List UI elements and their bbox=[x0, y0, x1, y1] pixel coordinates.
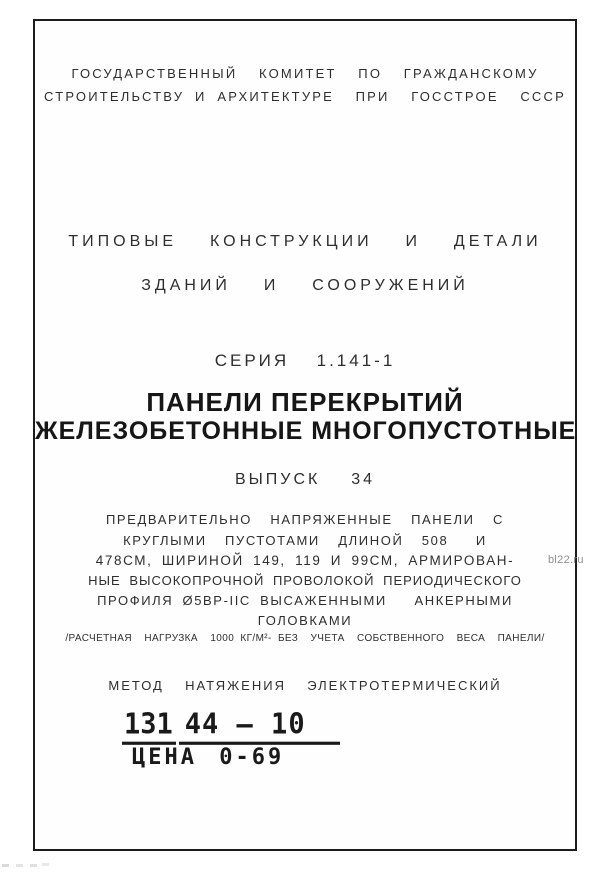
stamp-number bbox=[122, 708, 340, 744]
document-number-stamp bbox=[122, 708, 340, 770]
description-line-1: ПРЕДВАРИТЕЛЬНО НАПРЯЖЕННЫЕ ПАНЕЛИ С bbox=[105, 512, 505, 527]
scan-artifact-dots bbox=[2, 864, 9, 867]
stamp-number-left: 131 bbox=[122, 710, 176, 745]
issue-number: ВЫПУСК 34 bbox=[234, 471, 376, 488]
typical-constructions-line-1: ТИПОВЫЕ КОНСТРУКЦИИ И ДЕТАЛИ bbox=[68, 233, 542, 250]
description-line-3: 478СМ, ШИРИНОЙ 149, 119 И 99СМ, АРМИРОВАН- bbox=[95, 553, 515, 568]
price-label: ЦЕНА bbox=[132, 745, 197, 770]
site-watermark: bl22.ru bbox=[548, 554, 584, 566]
document-title-line-1: ПАНЕЛИ ПЕРЕКРЫТИЙ bbox=[146, 387, 464, 417]
price-value: 0-69 bbox=[219, 745, 285, 770]
description-line-5: ПРОФИЛЯ Ø5ВР-IIС ВЫСАЖЕННЫМИ АНКЕРНЫМИ bbox=[97, 593, 513, 608]
document-border-frame bbox=[33, 19, 577, 851]
committee-line-1: ГОСУДАРСТВЕННЫЙ КОМИТЕТ ПО ГРАЖДАНСКОМУ bbox=[71, 66, 539, 81]
description-line-6: ГОЛОВКАМИ bbox=[257, 613, 353, 628]
description-line-4: НЫЕ ВЫСОКОПРОЧНОЙ ПРОВОЛОКОЙ ПЕРИОДИЧЕСКОГО bbox=[88, 573, 522, 588]
stamp-number-right: 44 – 10 bbox=[179, 710, 340, 745]
series-number: СЕРИЯ 1.141-1 bbox=[214, 351, 396, 370]
load-note: /РАСЧЕТНАЯ НАГРУЗКА 1000 КГ/М²- БЕЗ УЧЕТА СОБСТВЕННОГО ВЕСА ПАНЕЛИ/ bbox=[65, 633, 545, 644]
description-line-2: КРУГЛЫМИ ПУСТОТАМИ ДЛИНОЙ 508 И bbox=[123, 533, 487, 548]
document-title-line-2: ЖЕЛЕЗОБЕТОННЫЕ МНОГОПУСТОТНЫЕ bbox=[35, 417, 577, 445]
tensioning-method: МЕТОД НАТЯЖЕНИЯ ЭЛЕКТРОТЕРМИЧЕСКИЙ bbox=[108, 678, 502, 693]
committee-line-2: СТРОИТЕЛЬСТВУ И АРХИТЕКТУРЕ ПРИ ГОССТРОЕ СССР bbox=[44, 89, 566, 104]
price-line bbox=[122, 747, 340, 769]
typical-constructions-line-2: ЗДАНИЙ И СООРУЖЕНИЙ bbox=[141, 277, 469, 294]
